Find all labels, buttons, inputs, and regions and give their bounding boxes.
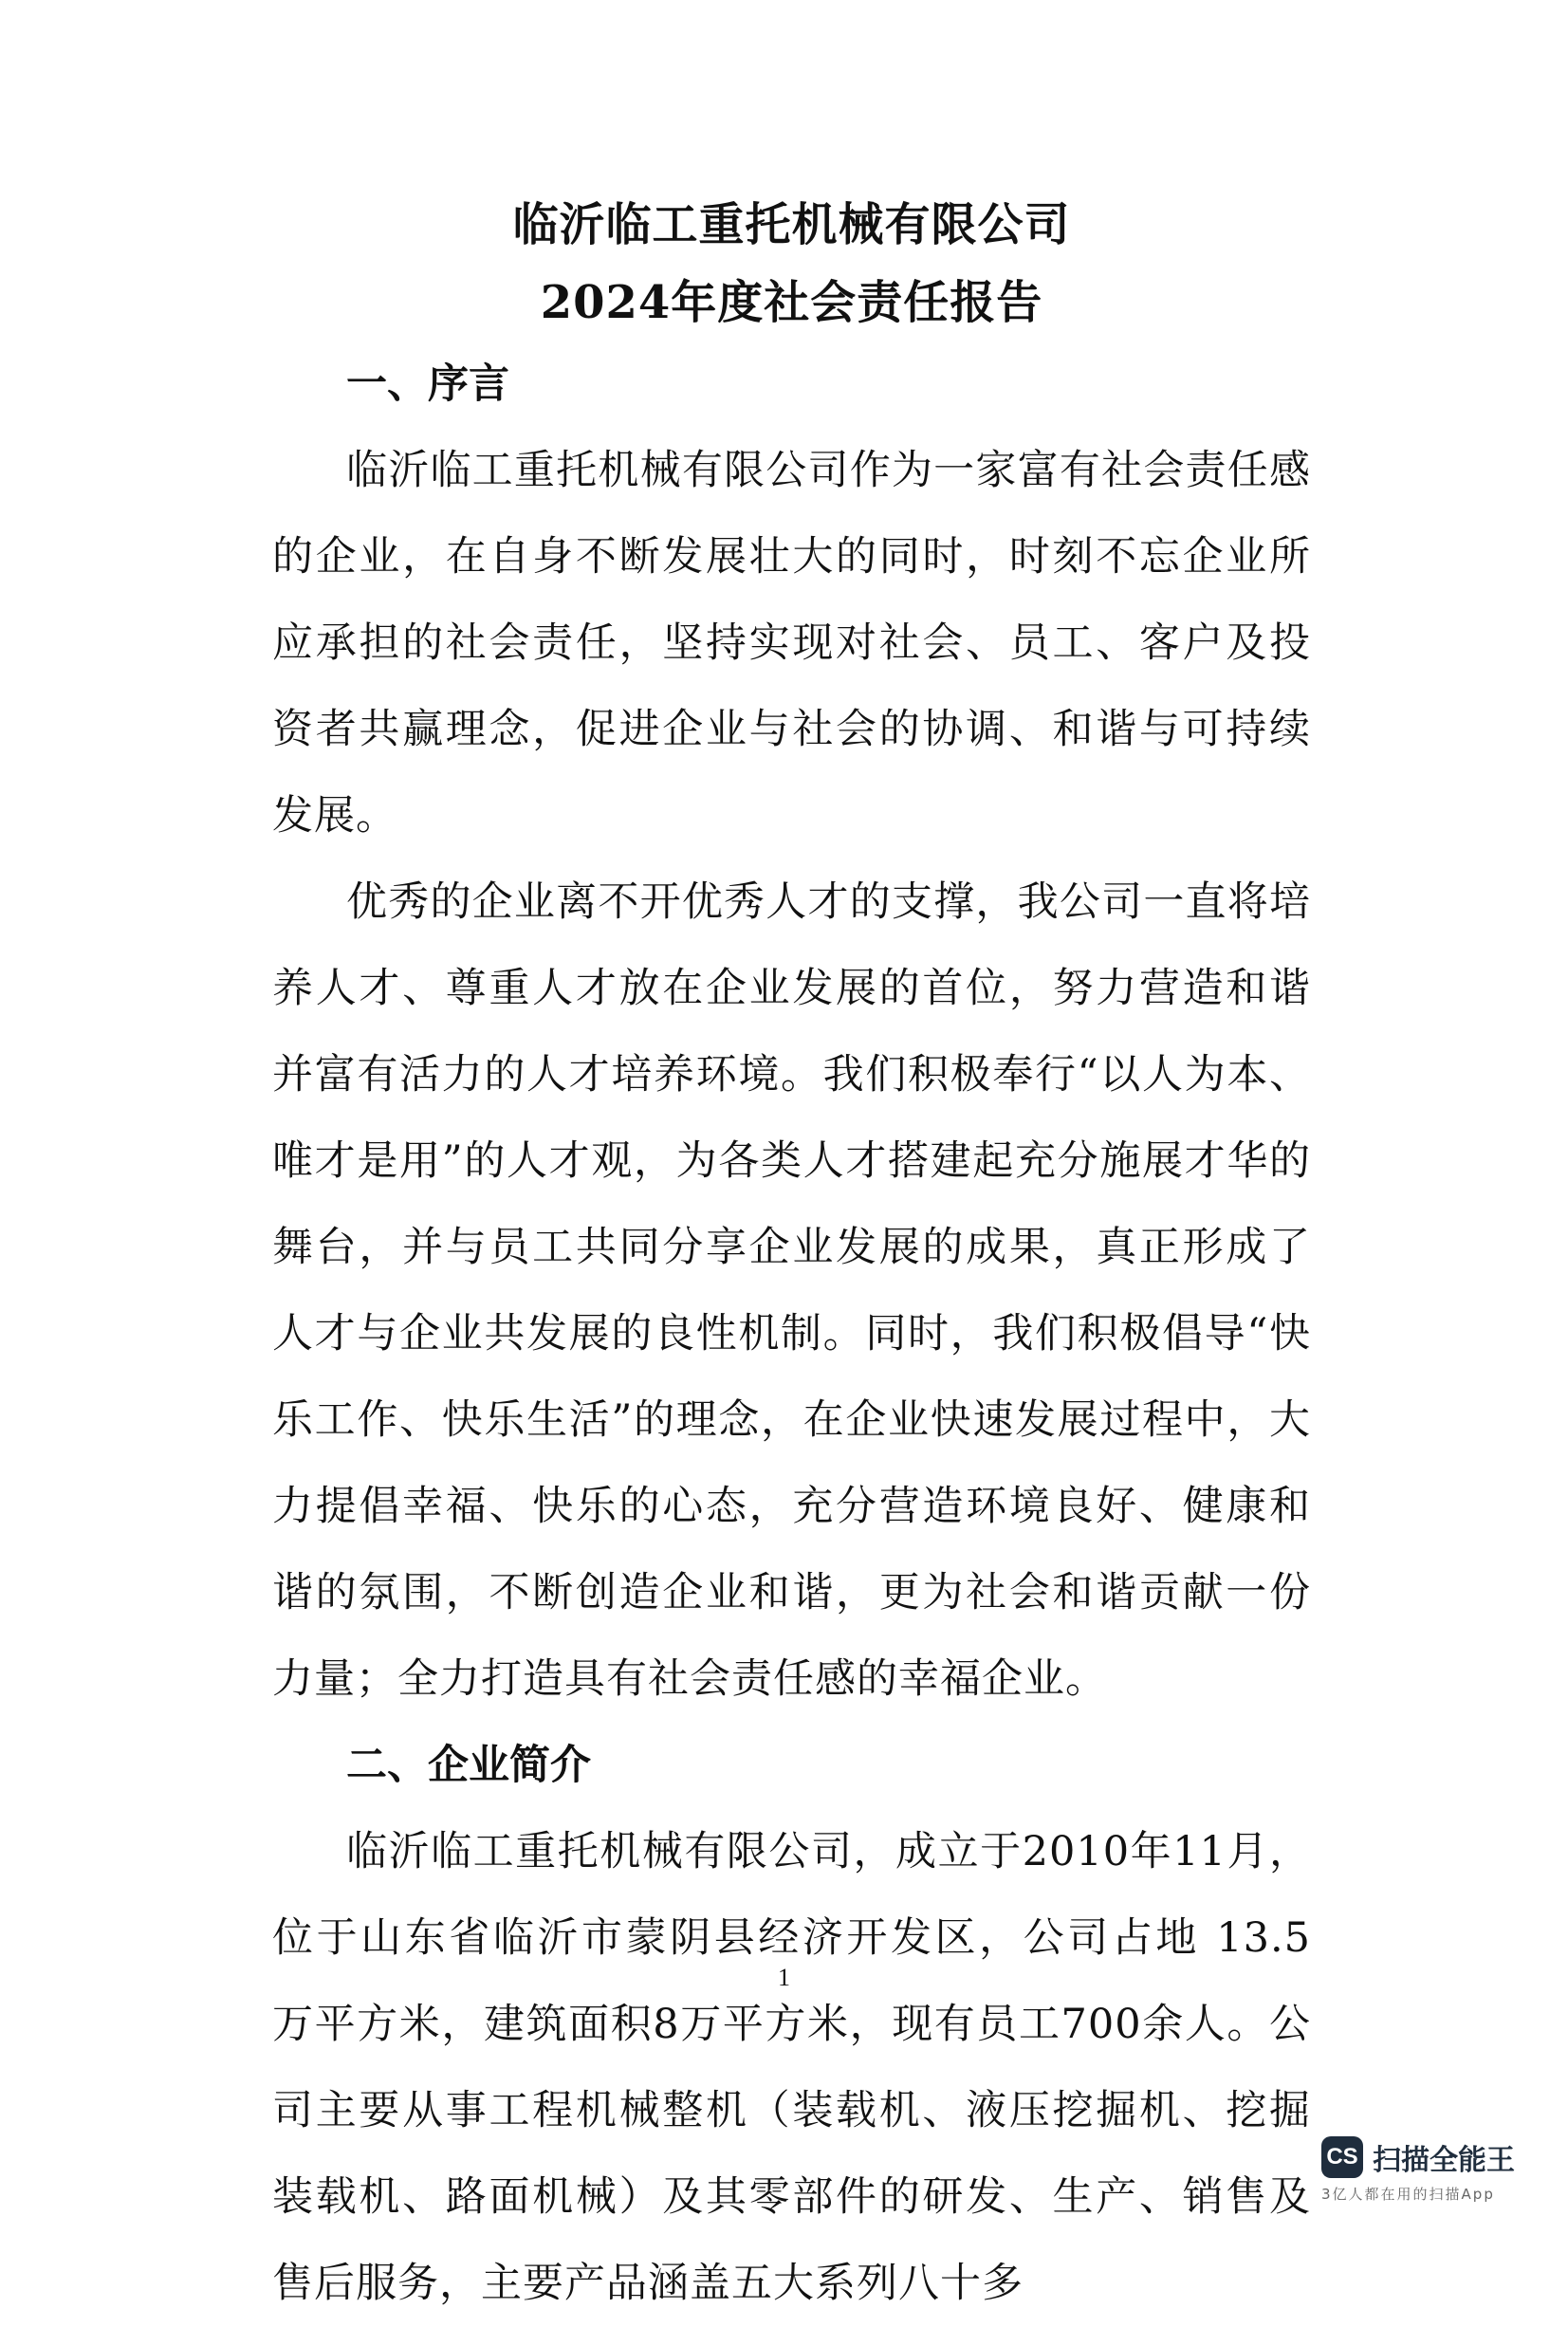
scanner-watermark bbox=[1321, 2136, 1540, 2212]
watermark-slogan: 3亿人都在用的扫描App bbox=[1321, 2186, 1495, 2203]
camscanner-logo-icon: CS bbox=[1321, 2136, 1363, 2178]
preface-paragraph-2: 优秀的企业离不开优秀人才的支撑，我公司一直将培养人才、尊重人才放在企业发展的首位，努力营造和谐并富有活力的人才培养环境。我们积极奉行“以人为本、唯才是用”的人才观，为各类人才搭建起充分施展才华的舞台，并与员工共同分享企业发展的成果，真正形成了人才与企业共发展的良性机制。同时，我们积极倡导“快乐工作、快乐生活”的理念，在企业快速发展过程中，大力提倡幸福、快乐的心态，充分营造环境良好、健康和谐的氛围，不断创造企业和谐，更为社会和谐贡献一份力量；全力打造具有社会责任感的幸福企业。 bbox=[272, 878, 1311, 1703]
preface-paragraph-1: 临沂临工重托机械有限公司作为一家富有社会责任感的企业，在自身不断发展壮大的同时，时刻不忘企业所应承担的社会责任，坚持实现对社会、员工、客户及投资者共赢理念，促进企业与社会的协调、和谐与可持续发展。 bbox=[272, 447, 1311, 840]
company-profile-paragraph-1: 临沂临工重托机械有限公司，成立于2010年11月，位于山东省临沂市蒙阴县经济开发区，公司占地 13.5 万平方米，建筑面积8万平方米，现有员工700余人。公司主要从事工程机械整机（装载机、液压挖掘机、挖掘装载机、路面机械）及其零部件的研发、生产、销售及售后服务，主要产品涵盖五大系列八十多 bbox=[272, 1828, 1311, 2307]
section-heading-company-profile: 二、企业简介 bbox=[346, 1742, 591, 1789]
report-title-year: 2024年度社会责任报告 bbox=[540, 276, 1043, 329]
watermark-brand-row bbox=[1321, 2136, 1540, 2178]
watermark-app-name: 扫描全能王 bbox=[1373, 2144, 1515, 2177]
report-title-company: 临沂临工重托机械有限公司 bbox=[512, 198, 1071, 251]
document-body bbox=[272, 186, 1311, 2327]
section-heading-preface: 一、序言 bbox=[346, 360, 509, 408]
page-number: 1 bbox=[778, 1964, 790, 1991]
